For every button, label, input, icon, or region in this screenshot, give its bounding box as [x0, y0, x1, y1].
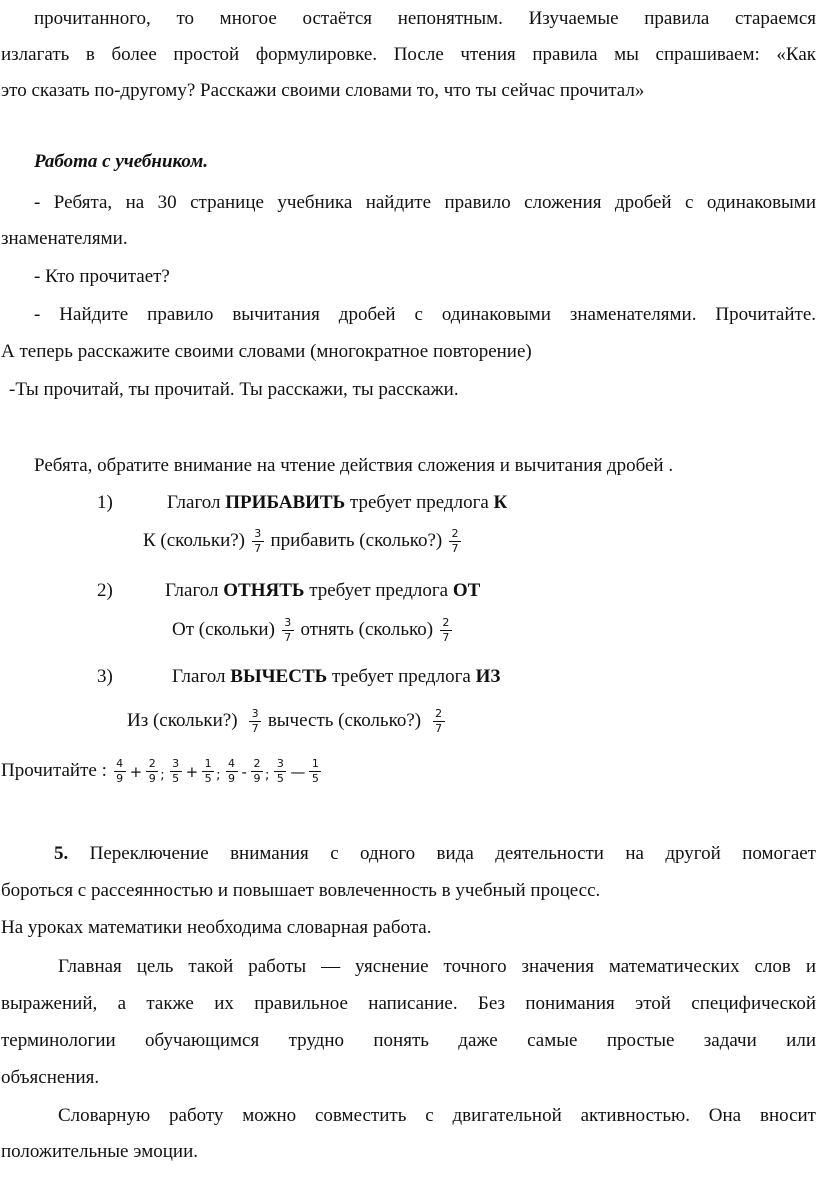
rule-2-prefix: Глагол — [165, 580, 219, 601]
fraction-numerator: 3 — [254, 527, 262, 540]
textbook-paragraph-2: - Кто прочитает? — [34, 266, 170, 287]
rule-3-middle: требует предлога — [331, 666, 471, 687]
fraction-denominator: 9 — [148, 772, 156, 785]
section-5-paragraph-3-line-2: положительные эмоции. — [1, 1141, 198, 1162]
section-5-paragraph-2-line-3: терминологии обучающимся трудно понять даже самые простые задачи или — [1, 1030, 816, 1051]
section-5-line-1 — [54, 843, 816, 866]
fraction-denominator: 9 — [253, 772, 261, 785]
fraction — [433, 708, 445, 735]
fraction-denominator: 7 — [251, 722, 259, 735]
rule-2-example-mid: отнять (сколько) — [300, 618, 434, 640]
textbook-paragraph-3-line-2: А теперь расскажите своими словами (многократное повторение) — [1, 341, 532, 362]
intro-line-2: излагать в более простой формулировке. После чтения правила мы спрашиваем: «Как — [1, 44, 816, 65]
rule-2-middle: требует предлога — [309, 580, 449, 601]
rule-2-preposition: ОТ — [452, 580, 481, 601]
fraction-numerator: 4 — [116, 757, 124, 770]
operator: — — [290, 762, 306, 781]
fraction — [202, 758, 214, 785]
fraction-denominator: 7 — [435, 722, 443, 735]
rule-1-verb: ПРИБАВИТЬ — [225, 492, 346, 513]
fraction-denominator: 7 — [254, 542, 262, 555]
rule-3-example — [127, 708, 447, 735]
fraction-numerator: 2 — [442, 616, 450, 629]
section-5-paragraph-3-line-1: Словарную работу можно совместить с двигательной активностью. Она вносит — [58, 1105, 816, 1126]
operator: - — [241, 762, 247, 781]
section-5-line-3: На уроках математики необходима словарная работа. — [1, 917, 432, 938]
section-heading-textbook: Работа с учебником. — [34, 151, 208, 172]
fraction — [440, 617, 452, 644]
rule-1-preposition: К — [493, 492, 508, 513]
rule-3-example-left: Из (скольки?) — [127, 709, 238, 731]
rule-1-number: 1) — [97, 492, 113, 513]
section-5-paragraph-2-line-2: выражений, а также их правильное написание. Без понимания этой специфической — [1, 993, 816, 1014]
section-5-text: Переключение внимания с одного вида деятельности на другой помогает — [89, 843, 816, 864]
fraction-numerator: 2 — [451, 527, 459, 540]
expression — [224, 757, 273, 785]
expression — [112, 757, 168, 785]
separator: ; — [216, 767, 221, 783]
fraction — [146, 758, 158, 785]
fraction — [249, 708, 261, 735]
fraction-numerator: 3 — [276, 757, 284, 770]
fraction-numerator: 3 — [284, 616, 292, 629]
fraction — [114, 758, 126, 785]
operator: + — [185, 762, 199, 781]
fraction-denominator: 7 — [451, 542, 459, 555]
expression — [168, 757, 224, 785]
expression — [272, 757, 323, 785]
fraction-numerator: 1 — [311, 757, 319, 770]
fraction — [274, 758, 286, 785]
fraction — [251, 758, 263, 785]
fraction-denominator: 7 — [284, 631, 292, 644]
rule-3-number: 3) — [97, 666, 113, 687]
rule-1-statement — [167, 492, 507, 515]
rule-2-example-left: От (скольки) — [172, 618, 275, 640]
fraction-denominator: 5 — [276, 772, 284, 785]
section-5-paragraph-2-line-1: Главная цель такой работы — уяснение точного значения математических слов и — [58, 956, 816, 977]
fraction — [282, 617, 294, 644]
fraction — [309, 758, 321, 785]
fraction-numerator: 2 — [435, 707, 443, 720]
rule-2-number: 2) — [97, 580, 113, 601]
fraction-numerator: 2 — [253, 757, 261, 770]
textbook-paragraph-4: -Ты прочитай, ты прочитай. Ты расскажи, ты расскажи. — [9, 379, 459, 400]
rule-3-statement — [172, 666, 500, 689]
textbook-paragraph-1-line-2: знаменателями. — [1, 228, 128, 249]
rule-2-verb: ОТНЯТЬ — [223, 580, 305, 601]
rule-1-middle: требует предлога — [349, 492, 489, 513]
separator: ; — [160, 767, 165, 783]
fraction-denominator: 7 — [442, 631, 450, 644]
fraction-denominator: 5 — [311, 772, 319, 785]
fraction — [449, 528, 461, 555]
rule-1-prefix: Глагол — [167, 492, 221, 513]
fraction-numerator: 3 — [251, 707, 259, 720]
fraction — [252, 528, 264, 555]
fraction — [170, 758, 182, 785]
fraction-denominator: 5 — [172, 772, 180, 785]
rule-3-prefix: Глагол — [172, 666, 226, 687]
rule-1-example — [143, 528, 463, 555]
textbook-paragraph-3-line-1: - Найдите правило вычитания дробей с одинаковыми знаменателями. Прочитайте. — [34, 304, 816, 325]
rule-2-statement — [165, 580, 480, 603]
fraction — [226, 758, 238, 785]
read-task-label: Прочитайте : — [1, 759, 107, 781]
fraction-denominator: 9 — [228, 772, 236, 785]
fraction-numerator: 1 — [204, 757, 212, 770]
attention-line: Ребята, обратите внимание на чтение действия сложения и вычитания дробей . — [34, 455, 674, 476]
operator: + — [129, 762, 143, 781]
rule-1-example-mid: прибавить (сколько?) — [270, 529, 443, 551]
section-5-line-2: бороться с рассеянностью и повышает вовлеченность в учебный процесс. — [1, 880, 601, 901]
section-5-number: 5. — [54, 843, 69, 864]
separator: ; — [264, 767, 270, 783]
fraction-numerator: 4 — [228, 757, 236, 770]
section-5-paragraph-2-line-4: объяснения. — [1, 1067, 100, 1088]
rule-3-verb: ВЫЧЕСТЬ — [230, 666, 328, 687]
textbook-paragraph-1-line-1: - Ребята, на 30 странице учебника найдите правило сложения дробей с одинаковыми — [34, 192, 816, 213]
rule-3-preposition: ИЗ — [475, 666, 501, 687]
fraction-denominator: 9 — [116, 772, 124, 785]
rule-2-example — [172, 617, 454, 644]
fraction-numerator: 2 — [148, 757, 156, 770]
fraction-denominator: 5 — [204, 772, 212, 785]
intro-line-3: это сказать по-другому? Расскажи своими словами то, что ты сейчас прочитал» — [1, 80, 645, 101]
read-task — [1, 758, 323, 785]
intro-line-1: прочитанного, то многое остаётся непонятным. Изучаемые правила стараемся — [34, 8, 816, 29]
rule-3-example-mid: вычесть (сколько?) — [267, 709, 422, 731]
fraction-numerator: 3 — [172, 757, 180, 770]
rule-1-example-left: К (скольки?) — [143, 529, 246, 551]
